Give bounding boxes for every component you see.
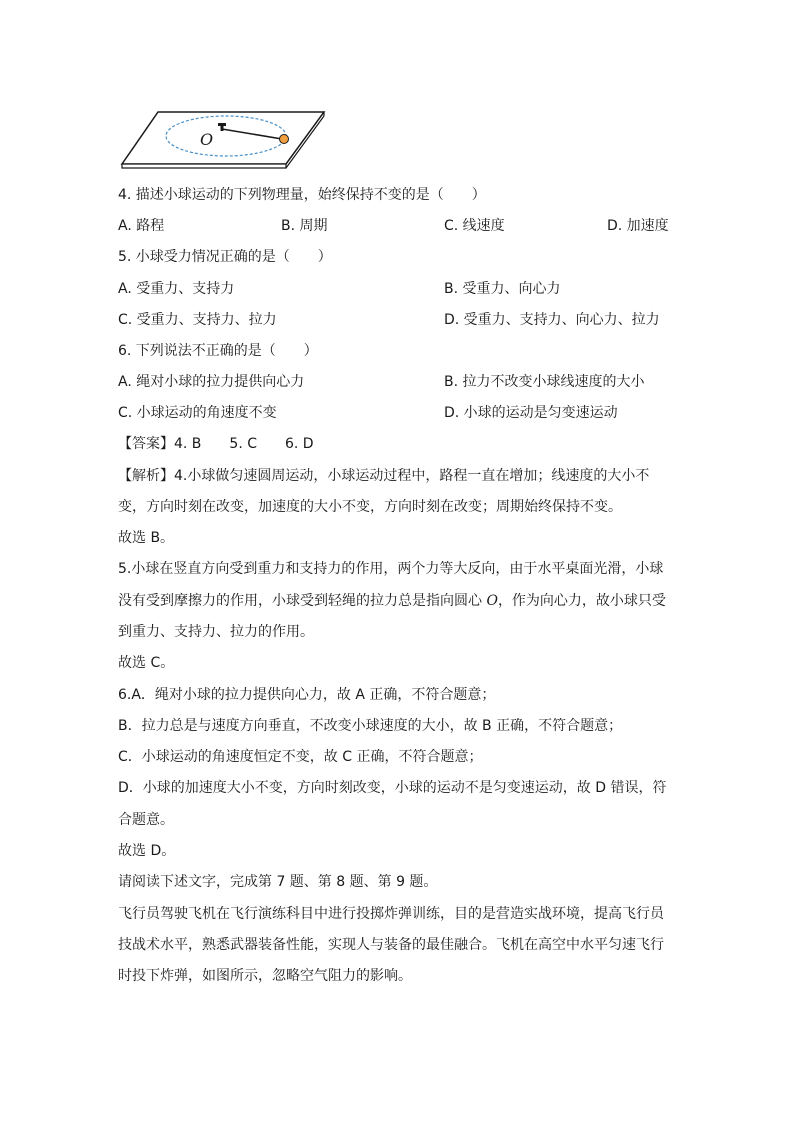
answer-line: 【答案】4. B 5. C 6. D [118, 436, 314, 452]
q5-option-d: D. 受重力、支持力、向心力、拉力 [444, 312, 660, 328]
q4-option-c: C. 线速度 [444, 218, 505, 234]
passage-line1: 飞行员驾驶飞机在飞行演练科目中进行投掷炸弹训练，目的是营造实战环境，提高飞行员 [118, 906, 664, 922]
passage-line2: 技战术水平，熟悉武器装备性能，实现人与装备的最佳融合。飞机在高空中水平匀速飞行 [118, 937, 664, 953]
question-6-stem: 6. 下列说法不正确的是（ ） [118, 343, 318, 359]
analysis-q4-choice: 故选 B。 [118, 530, 175, 546]
tabletop [122, 112, 324, 164]
q6-option-c: C. 小球运动的角速度不变 [118, 405, 277, 421]
q4-option-a: A. 路程 [118, 218, 165, 234]
passage-line3: 时投下炸弹，如图所示，忽略空气阻力的影响。 [118, 968, 412, 984]
analysis-q6-c: C．小球运动的角速度恒定不变，故 C 正确，不符合题意； [118, 749, 483, 765]
q5-option-a: A. 受重力、支持力 [118, 281, 235, 297]
analysis-q6-d2: 合题意。 [118, 812, 174, 828]
q6-option-a: A. 绳对小球的拉力提供向心力 [118, 374, 305, 390]
analysis-q6-b: B．拉力总是与速度方向垂直，不改变小球速度的大小，故 B 正确，不符合题意； [118, 718, 623, 734]
analysis-q6-choice: 故选 D。 [118, 843, 176, 859]
q5-line2-text-a: 没有受到摩擦力的作用，小球受到轻绳的拉力总是指向圆心 [118, 593, 487, 609]
analysis-q5-choice: 故选 C。 [118, 655, 175, 671]
ball [280, 135, 289, 144]
analysis-q6-d1: D．小球的加速度大小不变，方向时刻改变，小球的运动不是匀变速运动，故 D 错误，符 [118, 780, 667, 796]
analysis-q4-line1: 【解析】4.小球做匀速圆周运动，小球运动过程中，路程一直在增加；线速度的大小不 [118, 468, 650, 484]
analysis-q5-line2 [118, 591, 666, 611]
analysis-q6-a: 6.A．绳对小球的拉力提供向心力，故 A 正确，不符合题意； [118, 687, 496, 703]
center-o-symbol: O [486, 593, 498, 609]
question-4-stem: 4. 描述小球运动的下列物理量，始终保持不变的是（ ） [118, 187, 486, 203]
center-label-o: O [200, 130, 214, 149]
q4-option-b: B. 周期 [281, 218, 328, 234]
next-section-intro: 请阅读下述文字，完成第 7 题、第 8 题、第 9 题。 [118, 874, 438, 890]
q6-option-b: B. 拉力不改变小球线速度的大小 [444, 374, 645, 390]
table-edge [122, 164, 286, 168]
circular-motion-figure [118, 104, 330, 174]
table-orbit-diagram [118, 104, 330, 174]
q5-option-c: C. 受重力、支持力、拉力 [118, 312, 277, 328]
q5-line2-text-b: ，作为向心力，故小球只受 [497, 593, 666, 609]
analysis-q5-line3: 到重力、支持力、拉力的作用。 [118, 624, 314, 640]
analysis-q5-line1: 5.小球在竖直方向受到重力和支持力的作用，两个力等大反向，由于水平桌面光滑，小球 [118, 561, 664, 577]
analysis-q4-line2: 变，方向时刻在改变，加速度的大小不变，方向时刻在改变；周期始终保持不变。 [118, 499, 622, 515]
q4-option-d: D. 加速度 [607, 218, 669, 234]
q5-option-b: B. 受重力、向心力 [444, 281, 561, 297]
question-5-stem: 5. 小球受力情况正确的是（ ） [118, 249, 332, 265]
q6-option-d: D. 小球的运动是匀变速运动 [444, 405, 618, 421]
